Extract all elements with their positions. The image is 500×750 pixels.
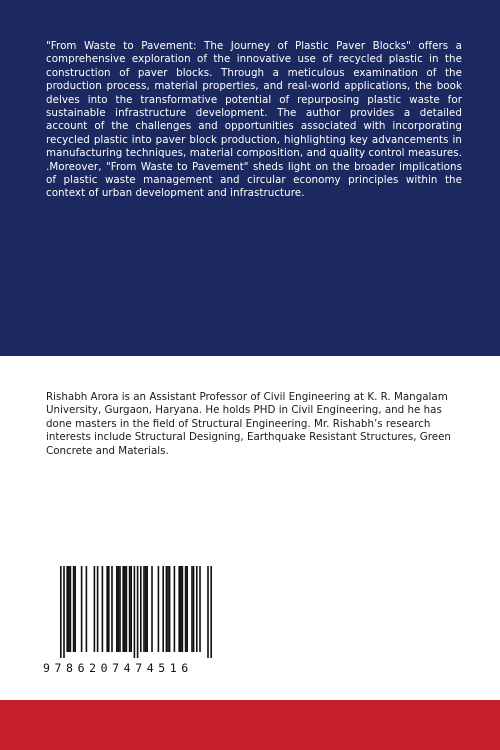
barcode-bar: [158, 566, 160, 652]
barcode-bar: [199, 566, 201, 652]
barcode-bar: [74, 566, 76, 652]
barcode-bar: [143, 566, 145, 652]
barcode: [40, 558, 225, 666]
barcode-bar: [151, 566, 153, 652]
barcode-bar: [191, 566, 193, 652]
author-bio: Rishabh Arora is an Assistant Professor of Civil Engineering at K. R. Mangalam University, Gurgaon, Haryana. He holds PHD in Civil Engineering, and he has done masters in the field of Structural Engineering. Mr. Rishabh’s research interests include Structural Designing, Earthquake Resistant Structures, Green Concrete and Materials.: [46, 391, 451, 457]
barcode-bar: [94, 566, 96, 652]
barcode-bar: [86, 566, 88, 652]
barcode-bar: [145, 566, 147, 652]
barcode-bar: [126, 566, 128, 652]
barcode-bar: [178, 566, 180, 652]
barcode-bar: [73, 566, 75, 652]
barcode-bar: [108, 566, 110, 652]
barcode-bar: [106, 566, 108, 652]
barcode-bar: [134, 566, 136, 658]
barcode-bar: [60, 566, 62, 658]
barcode-bars: [40, 558, 225, 666]
barcode-bar: [182, 566, 184, 652]
barcode-bar: [167, 566, 169, 652]
barcode-bar: [116, 566, 118, 652]
barcode-bar: [137, 566, 139, 658]
barcode-bar: [66, 566, 68, 652]
barcode-bar: [119, 566, 121, 652]
barcode-bar: [185, 566, 187, 652]
barcode-bar: [210, 566, 212, 658]
barcode-bar: [193, 566, 195, 652]
barcode-bar: [63, 566, 65, 658]
barcode-bar: [180, 566, 182, 652]
barcode-bar: [166, 566, 168, 652]
barcode-bar: [129, 566, 131, 652]
barcode-bar: [146, 566, 148, 652]
barcode-bar: [207, 566, 209, 658]
barcode-bar: [122, 566, 124, 652]
barcode-bar: [196, 566, 198, 652]
barcode-bar: [124, 566, 126, 652]
barcode-bar: [140, 566, 142, 652]
barcode-bar: [68, 566, 70, 652]
barcode-bar: [97, 566, 99, 652]
isbn-number: 9786207474516: [43, 661, 193, 675]
book-description: "From Waste to Pavement: The Journey of Plastic Paver Blocks" offers a comprehensive exploration of the innovative use of recycled plastic in the construction of paver blocks. Through a meticulous examination of the production process, material properties, and real-world applications, the book delves into the transformative potential of repurposing plastic waste for sustainable infrastructure development. The author provides a detailed account of the challenges and opportunities associated with incorporating recycled plastic into paver block production, highlighting key advancements in manufacturing techniques, material composition, and quality control measures. .Moreover, "From Waste to Pavement" sheds light on the broader implications of plastic waste management and circular economy principles within the context of urban development and infrastructure.: [46, 40, 462, 200]
barcode-bar: [169, 566, 171, 652]
barcode-bar: [81, 566, 83, 652]
barcode-bar: [102, 566, 104, 652]
barcode-bar: [162, 566, 164, 652]
barcode-bar: [118, 566, 120, 652]
barcode-bar: [186, 566, 188, 652]
barcode-bar: [111, 566, 113, 652]
barcode-bar: [70, 566, 72, 652]
barcode-bar: [130, 566, 132, 652]
bottom-color-band: [0, 700, 500, 750]
barcode-bar: [174, 566, 176, 652]
